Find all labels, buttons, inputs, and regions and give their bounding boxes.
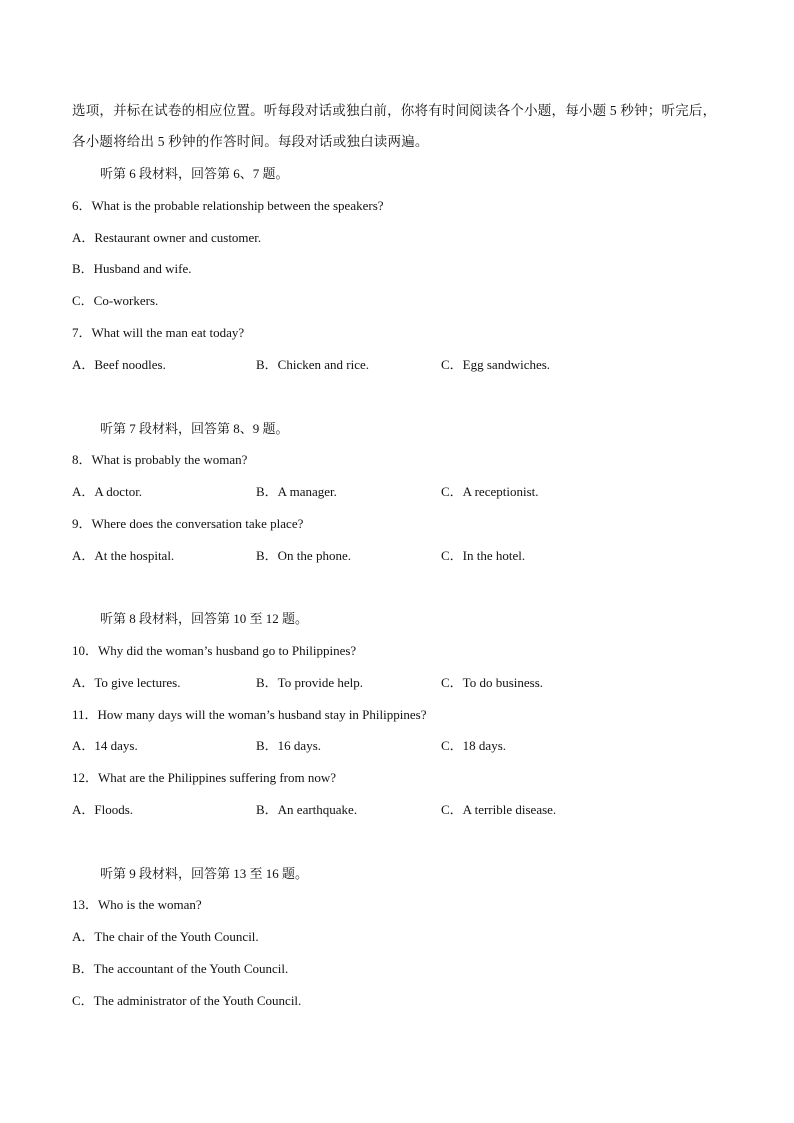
intro-line-1: 选项，并标在试卷的相应位置。听每段对话或独白前，你将有时间阅读各个小题，每小题 5 秒钟；听完后， [72, 103, 717, 118]
option-a: A．At the hospital. [72, 548, 175, 563]
section-heading: 听第 6 段材料，回答第 6、7 题。 [100, 166, 289, 181]
option-c: C．A terrible disease. [441, 802, 557, 817]
option-a: A．Floods. [72, 802, 134, 817]
option-b: B．Husband and wife. [72, 261, 192, 276]
question-stem: 9．Where does the conversation take place? [72, 516, 304, 531]
option-c: C．The administrator of the Youth Council. [72, 993, 302, 1008]
section-heading: 听第 9 段材料，回答第 13 至 16 题。 [100, 866, 309, 881]
option-b: B．An earthquake. [256, 802, 358, 817]
question-stem: 11．How many days will the woman’s husband stay in Philippines? [72, 707, 427, 722]
option-a: A．The chair of the Youth Council. [72, 929, 259, 944]
intro-line-2: 各小题将给出 5 秒钟的作答时间。每段对话或独白读两遍。 [72, 134, 429, 149]
question-stem: 8．What is probably the woman? [72, 452, 248, 467]
option-a: A．To give lectures. [72, 675, 181, 690]
option-b: B．To provide help. [256, 675, 364, 690]
option-c: C．In the hotel. [441, 548, 526, 563]
question-stem: 6．What is the probable relationship between the speakers? [72, 198, 384, 213]
option-b: B．16 days. [256, 738, 322, 753]
option-b: B．On the phone. [256, 548, 351, 563]
option-a: A．Restaurant owner and customer. [72, 230, 262, 245]
option-a: A．A doctor. [72, 484, 143, 499]
section-heading: 听第 8 段材料，回答第 10 至 12 题。 [100, 611, 309, 626]
question-stem: 10．Why did the woman’s husband go to Philippines? [72, 643, 357, 658]
option-c: C．To do business. [441, 675, 544, 690]
option-b: B．The accountant of the Youth Council. [72, 961, 289, 976]
option-b: B．Chicken and rice. [256, 357, 369, 372]
option-c: C．Egg sandwiches. [441, 357, 551, 372]
option-c: C．Co-workers. [72, 293, 159, 308]
section-heading: 听第 7 段材料，回答第 8、9 题。 [100, 421, 289, 436]
option-a: A．14 days. [72, 738, 138, 753]
question-stem: 7．What will the man eat today? [72, 325, 245, 340]
question-stem: 13．Who is the woman? [72, 897, 202, 912]
option-c: C．18 days. [441, 738, 507, 753]
option-a: A．Beef noodles. [72, 357, 166, 372]
option-c: C．A receptionist. [441, 484, 539, 499]
question-stem: 12．What are the Philippines suffering from now? [72, 770, 337, 785]
option-b: B．A manager. [256, 484, 337, 499]
